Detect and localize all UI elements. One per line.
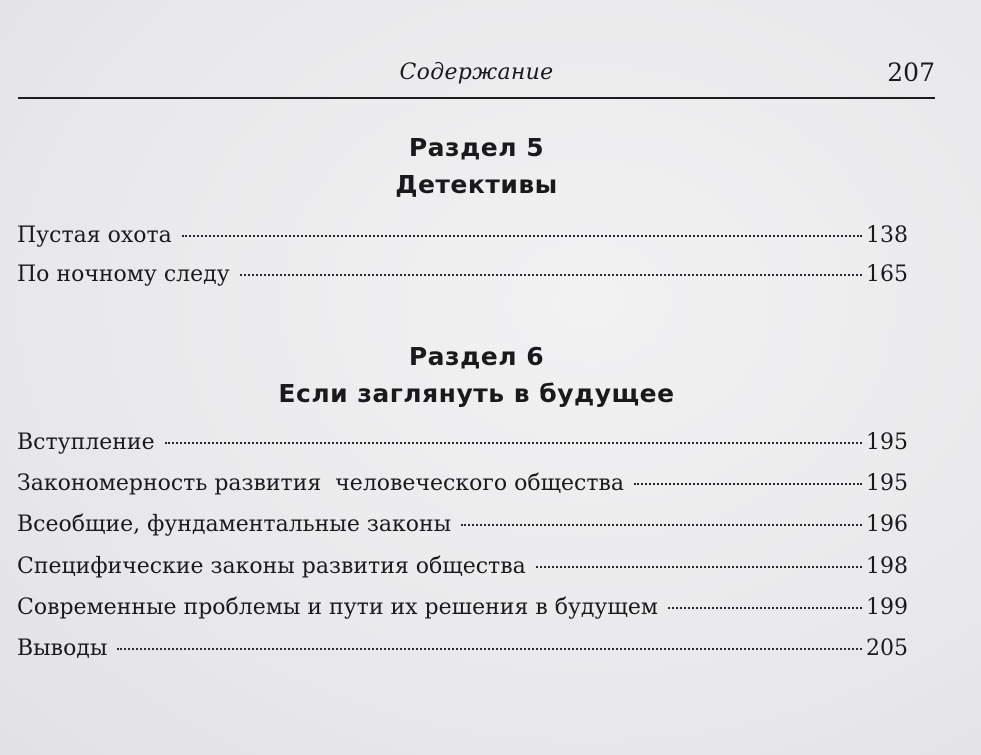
toc-entry-title: Современные проблемы и пути их решения в будущем — [17, 595, 658, 620]
toc-entry-title: Закономерность развития человеческого общества — [17, 471, 625, 496]
dot-leader — [461, 524, 862, 526]
toc-entry-page: 199 — [866, 595, 908, 620]
toc-entry — [17, 218, 908, 254]
dot-leader — [165, 442, 862, 444]
toc-entry — [17, 257, 908, 293]
dot-leader — [182, 235, 862, 237]
section-5-subheading: Детективы — [395, 170, 558, 199]
toc-entry-title: Выводы — [17, 636, 108, 661]
section-6-subheading: Если заглянуть в будущее — [278, 379, 675, 408]
page-number: 207 — [887, 58, 935, 87]
toc-entry-page: 196 — [866, 512, 908, 537]
toc-entry-title: По ночному следу — [17, 262, 230, 287]
toc-entry-title: Пустая охота — [17, 223, 172, 248]
toc-entry-page: 195 — [866, 471, 908, 496]
toc-entry-page: 198 — [866, 554, 908, 579]
toc-entry — [17, 466, 908, 502]
dot-leader — [668, 607, 862, 609]
toc-entry — [17, 549, 908, 585]
running-title: Содержание — [399, 60, 554, 85]
toc-entry — [17, 425, 908, 461]
section-6-heading: Раздел 6 — [408, 342, 545, 371]
running-head — [18, 52, 935, 96]
toc-entry-page: 165 — [866, 262, 908, 287]
header-rule — [18, 97, 935, 99]
dot-leader — [634, 483, 862, 485]
toc-entry — [17, 631, 908, 667]
section-5-heading: Раздел 5 — [408, 133, 545, 162]
toc-entry — [17, 590, 908, 626]
dot-leader — [240, 274, 862, 276]
toc-entry-title: Специфические законы развития общества — [17, 554, 526, 579]
toc-entry — [17, 507, 908, 543]
toc-entry-title: Вступление — [17, 430, 155, 455]
dot-leader — [117, 648, 862, 650]
toc-entry-page: 138 — [866, 223, 908, 248]
toc-entry-page: 205 — [866, 636, 908, 661]
toc-entry-title: Всеобщие, фундаментальные законы — [17, 512, 452, 537]
dot-leader — [536, 566, 862, 568]
toc-entry-page: 195 — [866, 430, 908, 455]
